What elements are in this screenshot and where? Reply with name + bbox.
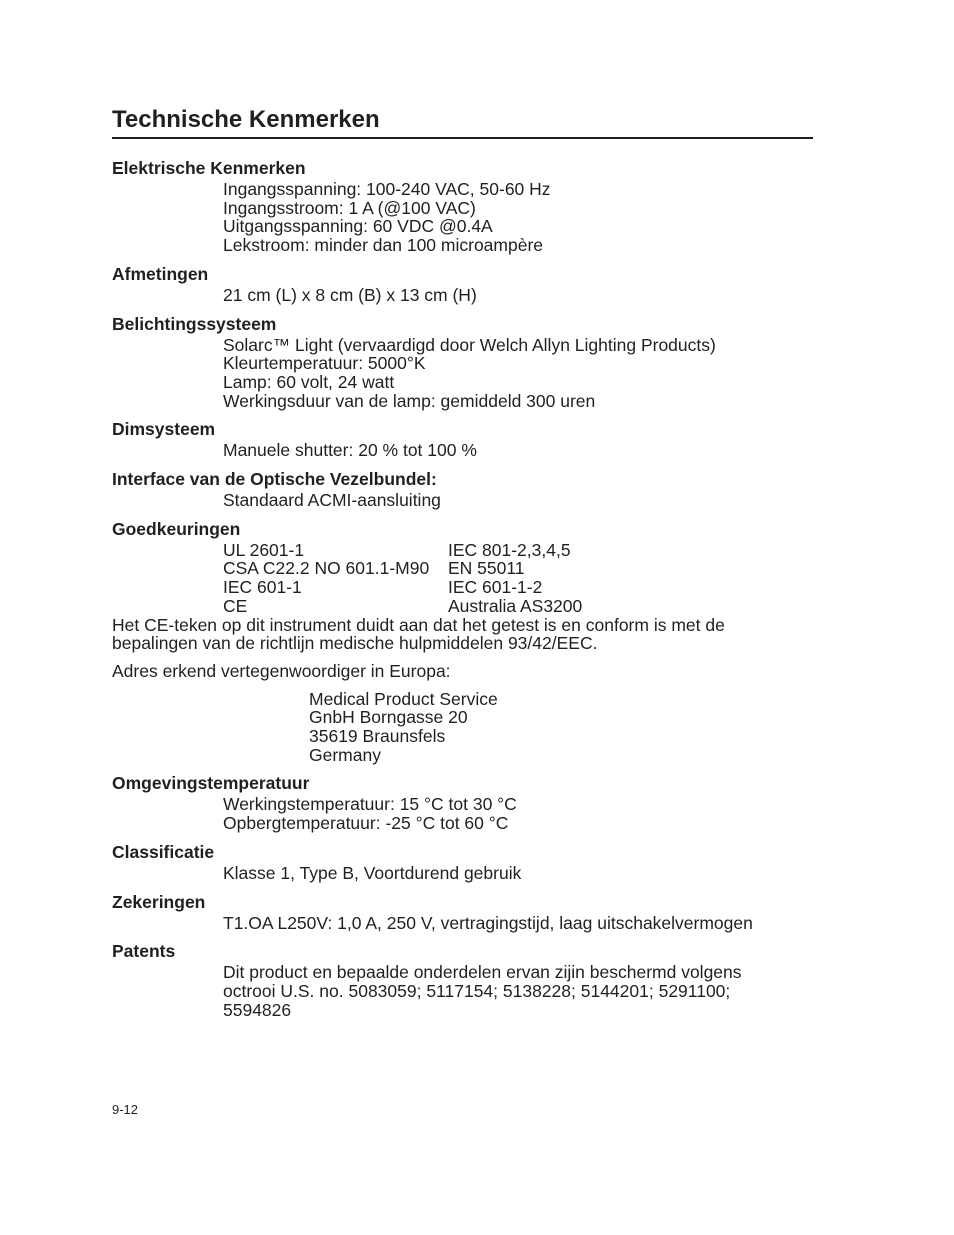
page-number: 9-12 <box>112 1102 139 1117</box>
section-lighting <box>112 314 802 411</box>
spec-content <box>112 158 802 1037</box>
spec-line: Ingangsstroom: 1 A (@100 VAC) <box>223 197 476 218</box>
spec-line: Opbergtemperatuur: -25 °C tot 60 °C <box>223 813 509 834</box>
spec-line: Werkingstemperatuur: 15 °C tot 30 °C <box>223 794 517 815</box>
spec-line: 21 cm (L) x 8 cm (B) x 13 cm (H) <box>223 284 477 305</box>
spec-line: Solarc™ Light (vervaardigd door Welch Allyn Lighting Products) <box>223 334 716 355</box>
section-classification <box>112 842 802 883</box>
patents-text: Dit product en bepaalde onderdelen ervan zijin beschermd volgens octrooi U.S. no. 5083059; 5117154; 5138228; 5144201; 5291100; 5594826 <box>223 962 742 1020</box>
eu-rep-address <box>112 690 802 765</box>
section-heading-approvals: Goedkeuringen <box>112 518 241 539</box>
section-dimensions <box>112 264 802 305</box>
approval-item: UL 2601-1 <box>223 539 305 560</box>
page-title: Technische Kenmerken <box>112 106 380 133</box>
approval-item: IEC 601-1 <box>223 577 302 598</box>
approval-item: EN 55011 <box>448 558 525 579</box>
section-approvals <box>112 519 802 765</box>
approval-item: IEC 601-1-2 <box>448 577 543 598</box>
spec-line: Uitgangsspanning: 60 VDC @0.4A <box>223 216 493 237</box>
spec-line: Ingangsspanning: 100-240 VAC, 50-60 Hz <box>223 179 551 199</box>
address-line: Medical Product Service <box>309 688 498 709</box>
section-heading-electrical: Elektrische Kenmerken <box>112 158 306 178</box>
section-heading-fuses: Zekeringen <box>112 891 206 912</box>
approval-item: CE <box>223 595 248 616</box>
address-line: 35619 Braunsfels <box>309 726 446 747</box>
section-heading-dimensions: Afmetingen <box>112 263 209 284</box>
section-heading-interface: Interface van de Optische Vezelbundel: <box>112 469 437 490</box>
section-heading-lighting: Belichtingssysteem <box>112 313 277 334</box>
section-interface <box>112 469 802 510</box>
section-heading-ambient: Omgevingstemperatuur <box>112 773 310 794</box>
approvals-table <box>112 541 802 616</box>
spec-line: Standaard ACMI-aansluiting <box>223 490 441 511</box>
title-rule <box>112 137 813 139</box>
section-electrical <box>112 158 802 255</box>
section-heading-patents: Patents <box>112 941 176 962</box>
spec-line: Werkingsduur van de lamp: gemiddeld 300 uren <box>223 390 596 411</box>
spec-line: Manuele shutter: 20 % tot 100 % <box>223 440 477 461</box>
section-heading-classification: Classificatie <box>112 841 215 862</box>
address-line: Germany <box>309 744 381 765</box>
section-fuses <box>112 892 802 933</box>
spec-line: Lekstroom: minder dan 100 microampère <box>223 235 544 256</box>
approval-item: IEC 801-2,3,4,5 <box>448 539 571 560</box>
spec-line: T1.OA L250V: 1,0 A, 250 V, vertragingstijd, laag uitschakelvermogen <box>223 912 753 933</box>
address-line: GnbH Borngasse 20 <box>309 707 468 728</box>
spec-line: Lamp: 60 volt, 24 watt <box>223 371 395 392</box>
section-dimming <box>112 419 802 460</box>
section-ambient <box>112 773 802 832</box>
ce-statement: Het CE-teken op dit instrument duidt aan dat het getest is en conform is met de bepalingen van de richtlijn medische hulpmiddelen 93/42/EEC. <box>112 614 725 654</box>
section-patents <box>112 941 802 1019</box>
spec-line: Klasse 1, Type B, Voortdurend gebruik <box>223 862 522 883</box>
eu-rep-intro: Adres erkend vertegenwoordiger in Europa: <box>112 660 451 681</box>
section-heading-dimming: Dimsysteem <box>112 419 216 440</box>
spec-line: Kleurtemperatuur: 5000°K <box>223 353 426 374</box>
approval-item: Australia AS3200 <box>448 595 583 616</box>
approval-item: CSA C22.2 NO 601.1-M90 <box>223 558 430 579</box>
